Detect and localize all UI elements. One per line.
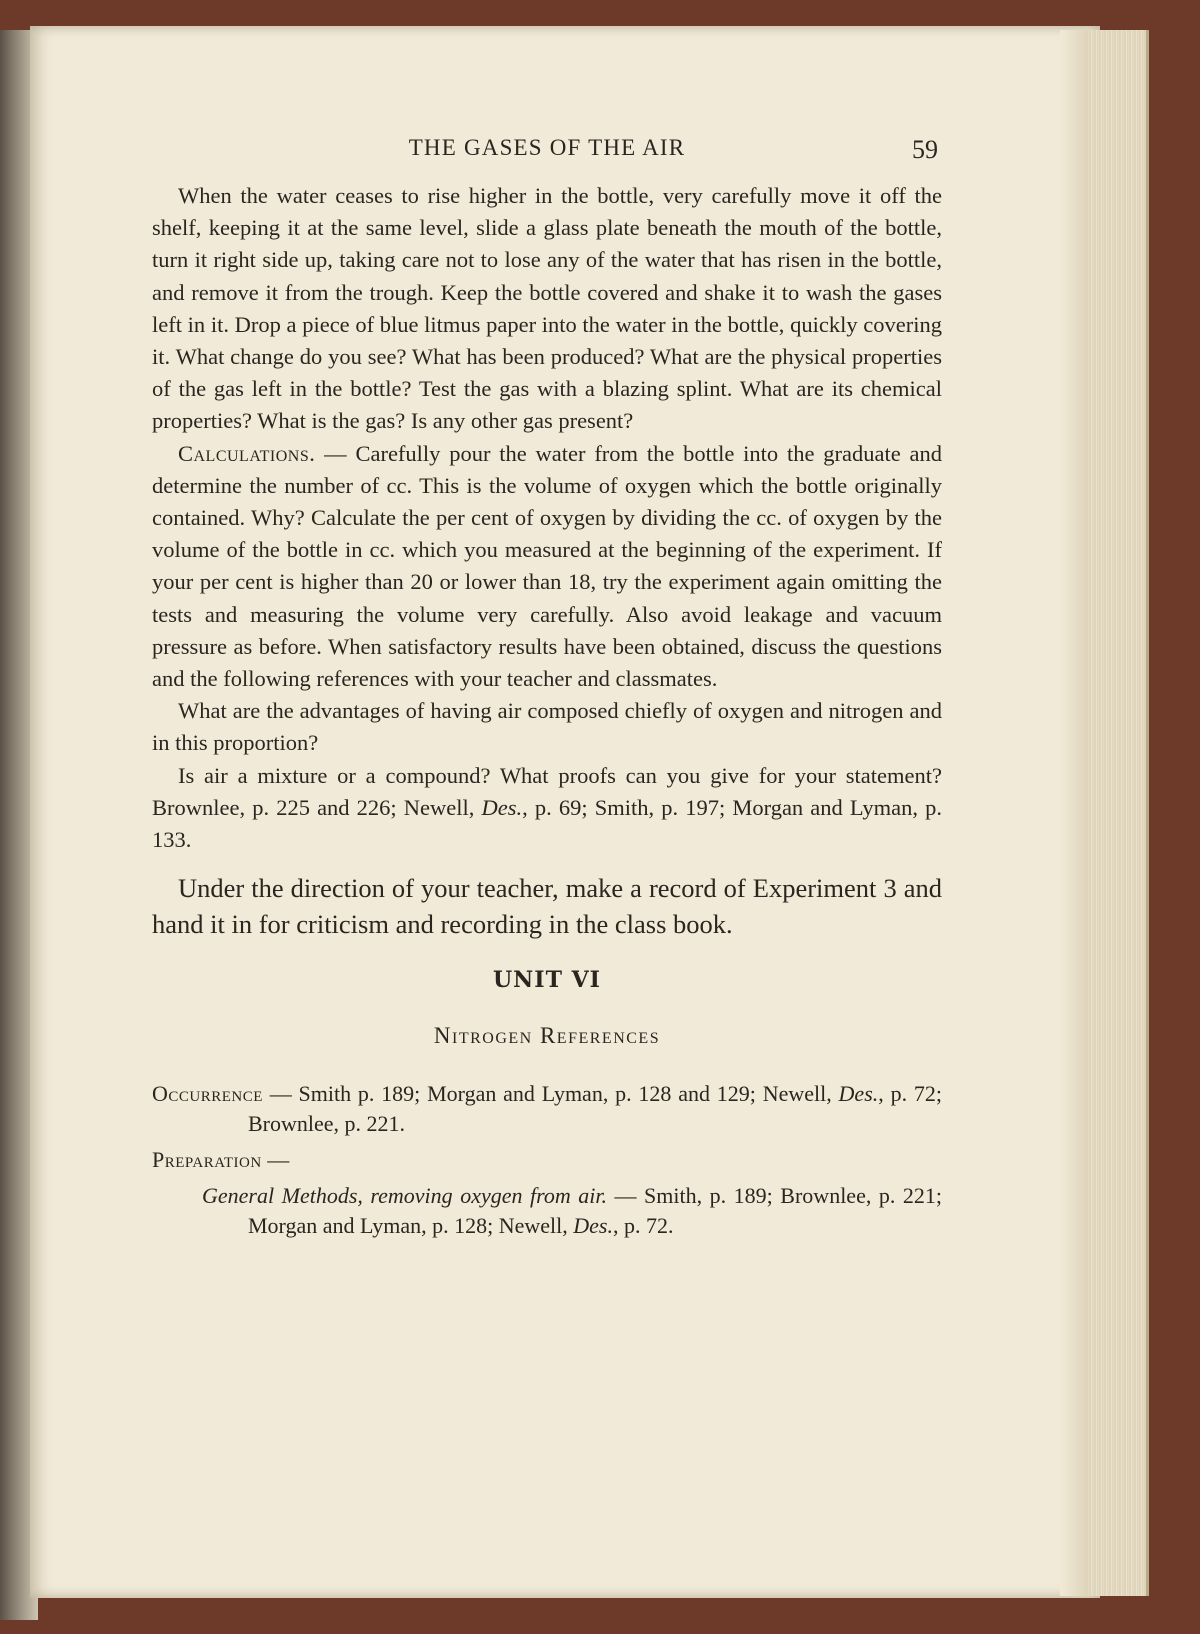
- calculations-label: Calculations.: [178, 440, 316, 466]
- occurrence-text-a: — Smith p. 189; Morgan and Lyman, p. 128 and 129; Newell,: [262, 1080, 839, 1106]
- general-methods-label: General Methods, removing oxygen from air.: [202, 1182, 608, 1208]
- paragraph-mixture: [152, 760, 942, 857]
- page-number: 59: [912, 135, 938, 164]
- mixture-text-a: Is air a mixture or a compound? What proofs can you give for your statement? Brownlee, p. 225 and 226; Newell,: [152, 762, 942, 820]
- occurrence-text-c: , p. 72; Brownlee, p. 221.: [248, 1080, 942, 1136]
- running-head: [152, 120, 942, 180]
- mixture-text-c: , p. 69; Smith, p. 197; Morgan and Lyman, p. 133.: [152, 794, 943, 853]
- preparation-dash: —: [261, 1146, 290, 1172]
- references-title: Nitrogen References: [433, 1023, 661, 1049]
- reference-occurrence: [152, 1079, 942, 1139]
- paragraph-advantages: What are the advantages of having air composed chiefly of oxygen and nitrogen and in this proportion?: [152, 698, 942, 756]
- paragraph-record: Under the direction of your teacher, make a record of Experiment 3 and hand it in for criticism and recording in the class book.: [152, 873, 942, 940]
- general-text-a: — Smith, p. 189; Brownlee, p. 221; Morgan and Lyman, p. 128; Newell,: [248, 1182, 942, 1238]
- mixture-text-italic: Des.: [481, 794, 523, 820]
- reference-general-methods: [152, 1181, 942, 1241]
- preparation-label: Preparation: [152, 1146, 262, 1172]
- general-text-c: , p. 72.: [612, 1212, 674, 1238]
- occurrence-text-italic: Des.: [838, 1080, 879, 1106]
- running-title: THE GASES OF THE AIR: [408, 135, 686, 160]
- paragraph-calculations: [152, 438, 942, 696]
- page-text: [152, 120, 942, 1241]
- general-text-italic: Des.: [573, 1212, 613, 1238]
- occurrence-label: Occurrence: [152, 1080, 263, 1106]
- unit-title: UNIT VI: [493, 967, 601, 994]
- paragraph-procedure: When the water ceases to rise higher in the bottle, very carefully move it off the shelf, keeping it at the same level, slide a glass plate beneath the mouth of the bottle, turn it right side up, taking care not to lose any of the water that has risen in the bottle, and remove it from the trough. Keep the bottle covered and shake it to wash the gases left in it. Drop a piece of blue litmus paper into the water in the bottle, quickly covering it. What change do you see? What has been produced? What are the physical properties of the gas left in the bottle? Test the gas with a blazing splint. What are its chemical properties? What is the gas? Is any other gas present?: [152, 183, 942, 434]
- page-block-edges: [1088, 30, 1149, 1596]
- references-list: [152, 1079, 942, 1241]
- calculations-body: — Carefully pour the water from the bottle into the graduate and determine the number of cc. This is the volume of oxygen which the bottle originally contained. Why? Calculate the per cent of oxygen by dividing the cc. of oxygen by the volume of the bottle in cc. which you measured at the beginning of the experiment. If your per cent is higher than 20 or lower than 18, try the experiment again omitting the tests and measuring the volume very carefully. Also avoid leakage and vacuum pressure as before. When satisfactory results have been obtained, discuss the questions and the following references with your teacher and classmates.: [152, 440, 942, 692]
- page-fold: [1060, 30, 1090, 1596]
- reference-preparation: [152, 1145, 942, 1175]
